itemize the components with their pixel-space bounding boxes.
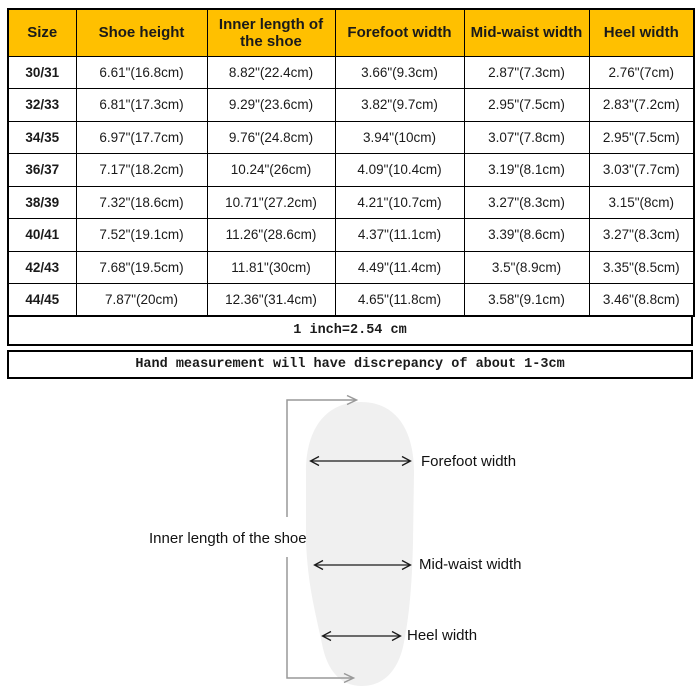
cell-inner-length: 11.26"(28.6cm) xyxy=(207,219,335,252)
cell-heel-width: 3.15"(8cm) xyxy=(589,186,694,219)
cell-forefoot-width: 4.65"(11.8cm) xyxy=(335,284,464,317)
cell-forefoot-width: 3.66"(9.3cm) xyxy=(335,56,464,89)
cell-shoe-height: 7.17"(18.2cm) xyxy=(76,154,207,187)
table-row xyxy=(8,251,694,284)
cell-inner-length: 12.36"(31.4cm) xyxy=(207,284,335,317)
cell-midwaist-width: 3.27"(8.3cm) xyxy=(464,186,589,219)
heel-width-label: Heel width xyxy=(407,627,478,644)
size-table xyxy=(7,8,695,317)
cell-midwaist-width: 2.95"(7.5cm) xyxy=(464,89,589,122)
cell-shoe-height: 7.68"(19.5cm) xyxy=(76,251,207,284)
table-row xyxy=(8,186,694,219)
table-row xyxy=(8,121,694,154)
cell-size: 42/43 xyxy=(8,251,76,284)
cell-midwaist-width: 3.58"(9.1cm) xyxy=(464,284,589,317)
cell-forefoot-width: 4.21"(10.7cm) xyxy=(335,186,464,219)
table-row xyxy=(8,284,694,317)
cell-midwaist-width: 3.5"(8.9cm) xyxy=(464,251,589,284)
cell-size: 40/41 xyxy=(8,219,76,252)
table-row xyxy=(8,89,694,122)
table-row xyxy=(8,154,694,187)
column-header-size: Size xyxy=(8,9,76,56)
cell-heel-width: 3.46"(8.8cm) xyxy=(589,284,694,317)
cell-heel-width: 3.03"(7.7cm) xyxy=(589,154,694,187)
column-header-shoe-height: Shoe height xyxy=(76,9,207,56)
cell-forefoot-width: 4.09"(10.4cm) xyxy=(335,154,464,187)
cell-forefoot-width: 3.82"(9.7cm) xyxy=(335,89,464,122)
column-header-midwaist-width: Mid-waist width xyxy=(464,9,589,56)
cell-heel-width: 3.35"(8.5cm) xyxy=(589,251,694,284)
column-header-forefoot-width: Forefoot width xyxy=(335,9,464,56)
cell-inner-length: 9.29"(23.6cm) xyxy=(207,89,335,122)
cell-heel-width: 2.95"(7.5cm) xyxy=(589,121,694,154)
cell-shoe-height: 7.52"(19.1cm) xyxy=(76,219,207,252)
cell-shoe-height: 6.81"(17.3cm) xyxy=(76,89,207,122)
cell-shoe-height: 7.32"(18.6cm) xyxy=(76,186,207,219)
cell-size: 32/33 xyxy=(8,89,76,122)
cell-heel-width: 2.76"(7cm) xyxy=(589,56,694,89)
inner-length-label: Inner length of the shoe xyxy=(149,530,307,547)
cell-size: 38/39 xyxy=(8,186,76,219)
cell-midwaist-width: 3.07"(7.8cm) xyxy=(464,121,589,154)
cell-inner-length: 11.81"(30cm) xyxy=(207,251,335,284)
cell-inner-length: 10.71"(27.2cm) xyxy=(207,186,335,219)
cell-forefoot-width: 4.49"(11.4cm) xyxy=(335,251,464,284)
cell-heel-width: 2.83"(7.2cm) xyxy=(589,89,694,122)
cell-inner-length: 9.76"(24.8cm) xyxy=(207,121,335,154)
insole-shape xyxy=(306,402,414,686)
measurement-disclaimer-note: Hand measurement will have discrepancy of about 1-3cm xyxy=(7,350,693,379)
cell-size: 34/35 xyxy=(8,121,76,154)
cell-inner-length: 10.24"(26cm) xyxy=(207,154,335,187)
cell-heel-width: 3.27"(8.3cm) xyxy=(589,219,694,252)
cell-size: 30/31 xyxy=(8,56,76,89)
cell-midwaist-width: 3.39"(8.6cm) xyxy=(464,219,589,252)
table-header-row xyxy=(8,9,694,56)
cell-forefoot-width: 3.94"(10cm) xyxy=(335,121,464,154)
inch-conversion-note: 1 inch=2.54 cm xyxy=(7,315,693,346)
cell-shoe-height: 7.87"(20cm) xyxy=(76,284,207,317)
cell-inner-length: 8.82"(22.4cm) xyxy=(207,56,335,89)
cell-midwaist-width: 3.19"(8.1cm) xyxy=(464,154,589,187)
table-row xyxy=(8,219,694,252)
cell-shoe-height: 6.97"(17.7cm) xyxy=(76,121,207,154)
midwaist-width-label: Mid-waist width xyxy=(419,556,522,573)
table-row xyxy=(8,56,694,89)
cell-midwaist-width: 2.87"(7.3cm) xyxy=(464,56,589,89)
cell-size: 44/45 xyxy=(8,284,76,317)
cell-shoe-height: 6.61"(16.8cm) xyxy=(76,56,207,89)
column-header-heel-width: Heel width xyxy=(589,9,694,56)
forefoot-width-label: Forefoot width xyxy=(421,453,517,470)
column-header-inner-length: Inner length of the shoe xyxy=(207,9,335,56)
cell-forefoot-width: 4.37"(11.1cm) xyxy=(335,219,464,252)
cell-size: 36/37 xyxy=(8,154,76,187)
